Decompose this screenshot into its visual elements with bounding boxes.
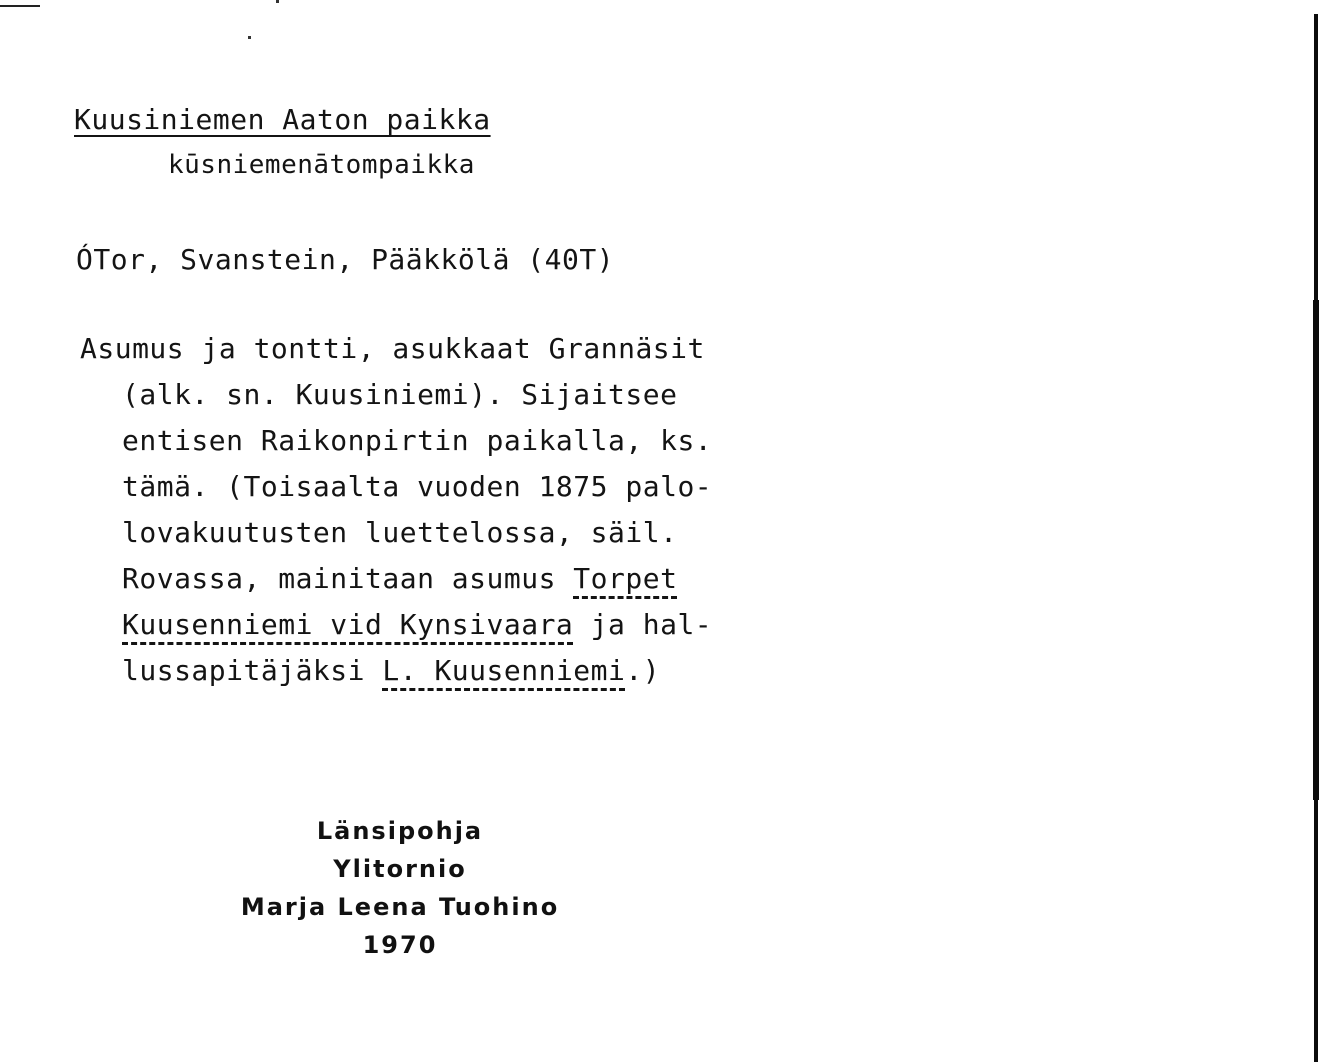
underlined-name: L. Kuusenniemi [382,654,626,687]
description-text-segment: .) [625,654,661,687]
scan-artifact-dot [248,36,251,39]
scan-artifact-dot [276,0,279,3]
underlined-name: Torpet [573,562,678,595]
description-line: tämä. (Toisaalta vuoden 1875 palo- [122,470,713,503]
description-text-segment: Rovassa, mainitaan asumus [122,562,574,595]
stamp-collector: Marja Leena Tuohino [240,893,560,921]
description-text-segment: ja hal- [573,608,713,641]
description-text [80,326,712,694]
stamp-municipality: Ylitornio [333,855,467,883]
stamp-year: 1970 [362,931,438,959]
description-line [80,602,712,648]
description-line: Asumus ja tontti, asukkaat Grannäsit [80,332,705,365]
source-reference: ÓTor, Svanstein, Pääkkölä (40T) [76,243,615,276]
stamp-region: Länsipohja [316,817,484,845]
description-line [80,648,712,694]
description-line [80,556,712,602]
description-line: entisen Raikonpirtin paikalla, ks. [122,424,713,457]
description-text-segment: lussapitäjäksi [122,654,383,687]
place-name-title: Kuusiniemen Aaton paikka [74,103,491,136]
collector-stamp [220,812,580,964]
scan-artifact-mark [0,5,40,7]
description-line: (alk. sn. Kuusiniemi). Sijaitsee [122,378,678,411]
description-line: lovakuutusten luettelossa, säil. [122,516,678,549]
pronunciation: kūsniemenātompaikka [168,150,475,180]
card-edge-line-thick [1313,300,1319,800]
underlined-name: Kuusenniemi vid Kynsivaara [122,608,574,641]
